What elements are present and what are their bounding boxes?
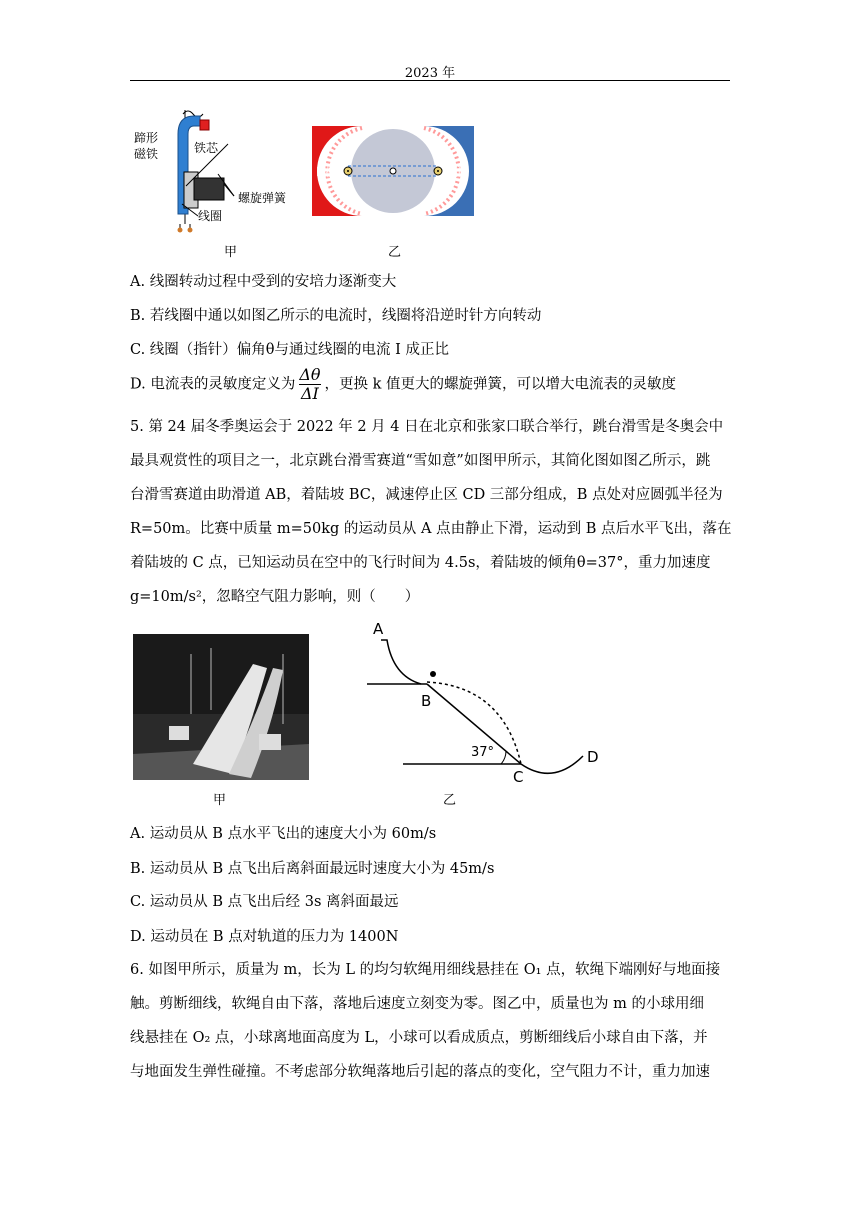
label-tixing: 蹄形 <box>134 131 159 145</box>
q5-option-d: D. 运动员在 B 点对轨道的压力为 1400N <box>130 929 399 945</box>
page-header: 2023 年 <box>404 66 456 81</box>
label-coil: 线圈 <box>198 209 223 223</box>
ski-jump-diagram <box>363 616 613 788</box>
q6-line-3: 线悬挂在 O₂ 点，小球离地面高度为 L，小球可以看成质点，剪断细线后小球自由下落，并 <box>130 1030 708 1046</box>
label-citie: 磁铁 <box>134 147 159 161</box>
q5-line-6: g=10m/s²，忽略空气阻力影响，则（ ） <box>130 589 420 605</box>
point-a-label: A <box>373 620 384 638</box>
q5-line-2: 最具观赏性的项目之一，北京跳台滑雪赛道“雪如意”如图甲所示，其简化图如图乙所示，跳 <box>130 453 711 469</box>
label-spring: 螺旋弹簧 <box>238 191 287 205</box>
q4-option-a: A. 线圈转动过程中受到的安培力逐渐变大 <box>130 274 397 290</box>
q5-option-a: A. 运动员从 B 点水平飞出的速度大小为 60m/s <box>130 826 437 842</box>
fig-caption-yi-q5: 乙 <box>443 793 457 808</box>
fig-caption-jia-q5: 甲 <box>213 793 227 808</box>
q5-option-c: C. 运动员从 B 点飞出后经 3s 离斜面最远 <box>130 894 399 910</box>
point-c-label: C <box>513 768 524 786</box>
sensitivity-fraction <box>299 366 320 403</box>
fraction-numerator: Δθ <box>299 365 321 384</box>
q5-line-1: 5. 第 24 届冬季奥运会于 2022 年 2 月 4 日在北京和张家口联合举行，跳台滑雪是冬奥会中 <box>130 419 724 435</box>
fig-caption-yi-top: 乙 <box>388 245 402 260</box>
magnetic-field-figure <box>312 126 474 216</box>
point-b-label: B <box>421 692 432 710</box>
header-rule <box>130 80 730 81</box>
q5-option-b: B. 运动员从 B 点飞出后离斜面最远时速度大小为 45m/s <box>130 861 495 877</box>
q6-line-2: 触。剪断细线，软绳自由下落，落地后速度立刻变为零。图乙中，质量也为 m 的小球用细 <box>130 996 704 1012</box>
q4-option-d-prefix: D. 电流表的灵敏度定义为 <box>130 376 296 393</box>
fraction-denominator: ΔI <box>300 384 319 403</box>
q4-option-d <box>130 366 676 403</box>
q5-line-4: R=50m。比赛中质量 m=50kg 的运动员从 A 点由静止下滑，运动到 B 点后水平飞出，落在 <box>130 521 732 537</box>
q4-option-d-suffix: ，更换 k 值更大的螺旋弹簧，可以增大电流表的灵敏度 <box>324 376 677 393</box>
ski-jump-photo <box>133 634 309 780</box>
q4-option-b: B. 若线圈中通以如图乙所示的电流时，线圈将沿逆时针方向转动 <box>130 308 542 324</box>
fig-caption-jia-top: 甲 <box>224 245 238 260</box>
label-tiexin: 铁芯 <box>194 141 219 155</box>
q4-option-c: C. 线圈（指针）偏角θ与通过线圈的电流 I 成正比 <box>130 342 449 358</box>
q5-line-5: 着陆坡的 C 点，已知运动员在空中的飞行时间为 4.5s，着陆坡的倾角θ=37°，重力加速度 <box>130 555 711 571</box>
south-pole-label: S极 <box>446 165 466 179</box>
q6-line-4: 与地面发生弹性碰撞。不考虑部分软绳落地后引起的落点的变化，空气阻力不计，重力加速 <box>130 1064 710 1080</box>
angle-label: 37° <box>471 745 495 760</box>
north-pole-label: N极 <box>316 165 337 179</box>
q6-line-1: 6. 如图甲所示，质量为 m，长为 L 的均匀软绳用细线悬挂在 O₁ 点，软绳下端刚好与地面接 <box>130 962 721 978</box>
q5-line-3: 台滑雪赛道由助滑道 AB，着陆坡 BC，减速停止区 CD 三部分组成，B 点处对应圆弧半径为 <box>130 487 723 503</box>
point-d-label: D <box>587 748 599 766</box>
galvanometer-structure-figure <box>128 104 308 244</box>
